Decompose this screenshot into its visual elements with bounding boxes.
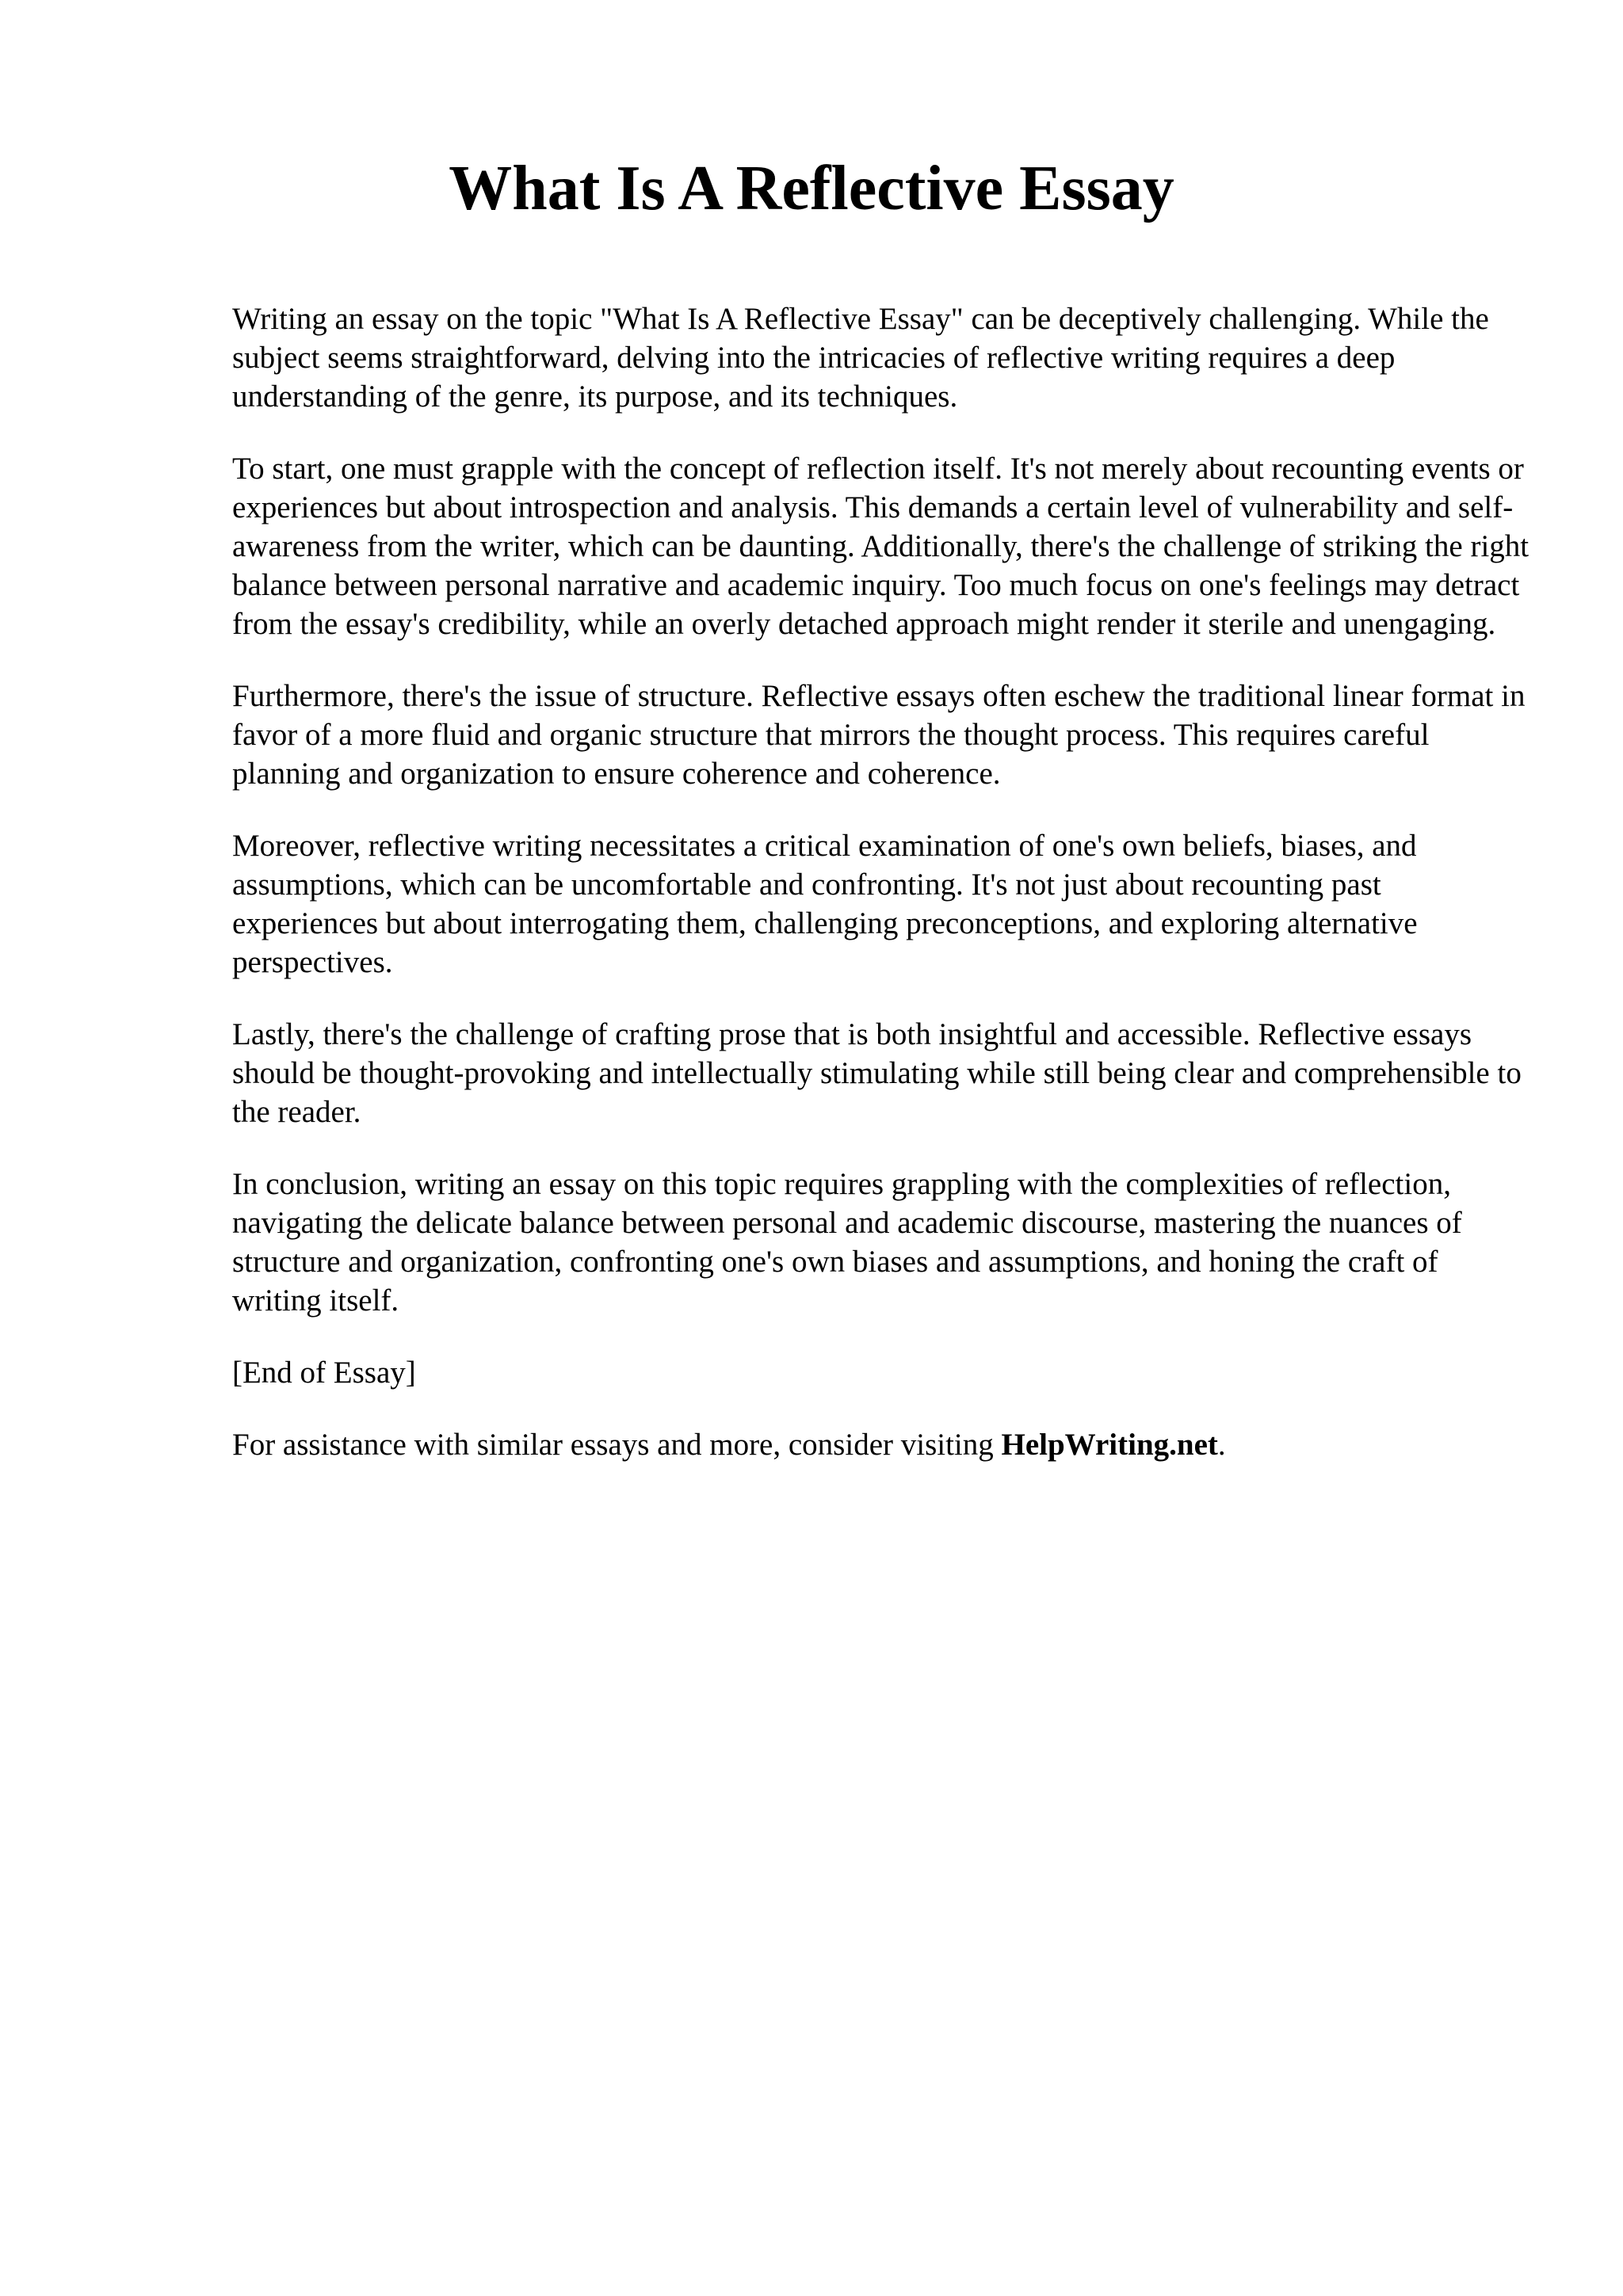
- footer-promo-text: For assistance with similar essays and more, consider visiting: [232, 1428, 1002, 1462]
- essay-body: [232, 299, 1532, 1497]
- paragraph-6: In conclusion, writing an essay on this topic requires grappling with the complexities of reflection, navigating the delicate balance between personal and academic discourse, mastering the nuances of structure and organization, confronting one's own biases and assumptions, and honing the craft of writing itself.: [232, 1167, 1462, 1318]
- footer-promo-end: .: [1217, 1428, 1226, 1462]
- paragraph-1: Writing an essay on the topic "What Is A Reflective Essay" can be deceptively challenging. While the subject seems straightforward, delving into the intricacies of reflective writing requires a deep understanding of the genre, its purpose, and its techniques.: [232, 302, 1489, 414]
- end-of-essay-note: [End of Essay]: [232, 1356, 416, 1390]
- paragraph-5: Lastly, there's the challenge of crafting prose that is both insightful and accessible. Reflective essays should be thought-provoking and intellectually stimulating while still being clear and comprehensible to the reader.: [232, 1017, 1522, 1129]
- footer-promo: [232, 1425, 1532, 1464]
- paragraph-2: To start, one must grapple with the concept of reflection itself. It's not merely about recounting events or experiences but about introspection and analysis. This demands a certain level of vulnerability and self-awareness from the writer, which can be daunting. Additionally, there's the challenge of striking the right balance between personal narrative and academic inquiry. Too much focus on one's feelings may detract from the essay's credibility, while an overly detached approach might render it sterile and unengaging.: [232, 452, 1529, 641]
- paragraph-4: Moreover, reflective writing necessitates a critical examination of one's own beliefs, biases, and assumptions, which can be uncomfortable and confronting. It's not just about recounting past experiences but about interrogating them, challenging preconceptions, and exploring alternative perspectives.: [232, 829, 1418, 979]
- paragraph-3: Furthermore, there's the issue of structure. Reflective essays often eschew the traditional linear format in favor of a more fluid and organic structure that mirrors the thought process. This requires careful planning and organization to ensure coherence and coherence.: [232, 679, 1526, 791]
- page-title: What Is A Reflective Essay: [449, 154, 1174, 223]
- helpwriting-link[interactable]: HelpWriting.net: [1001, 1428, 1218, 1462]
